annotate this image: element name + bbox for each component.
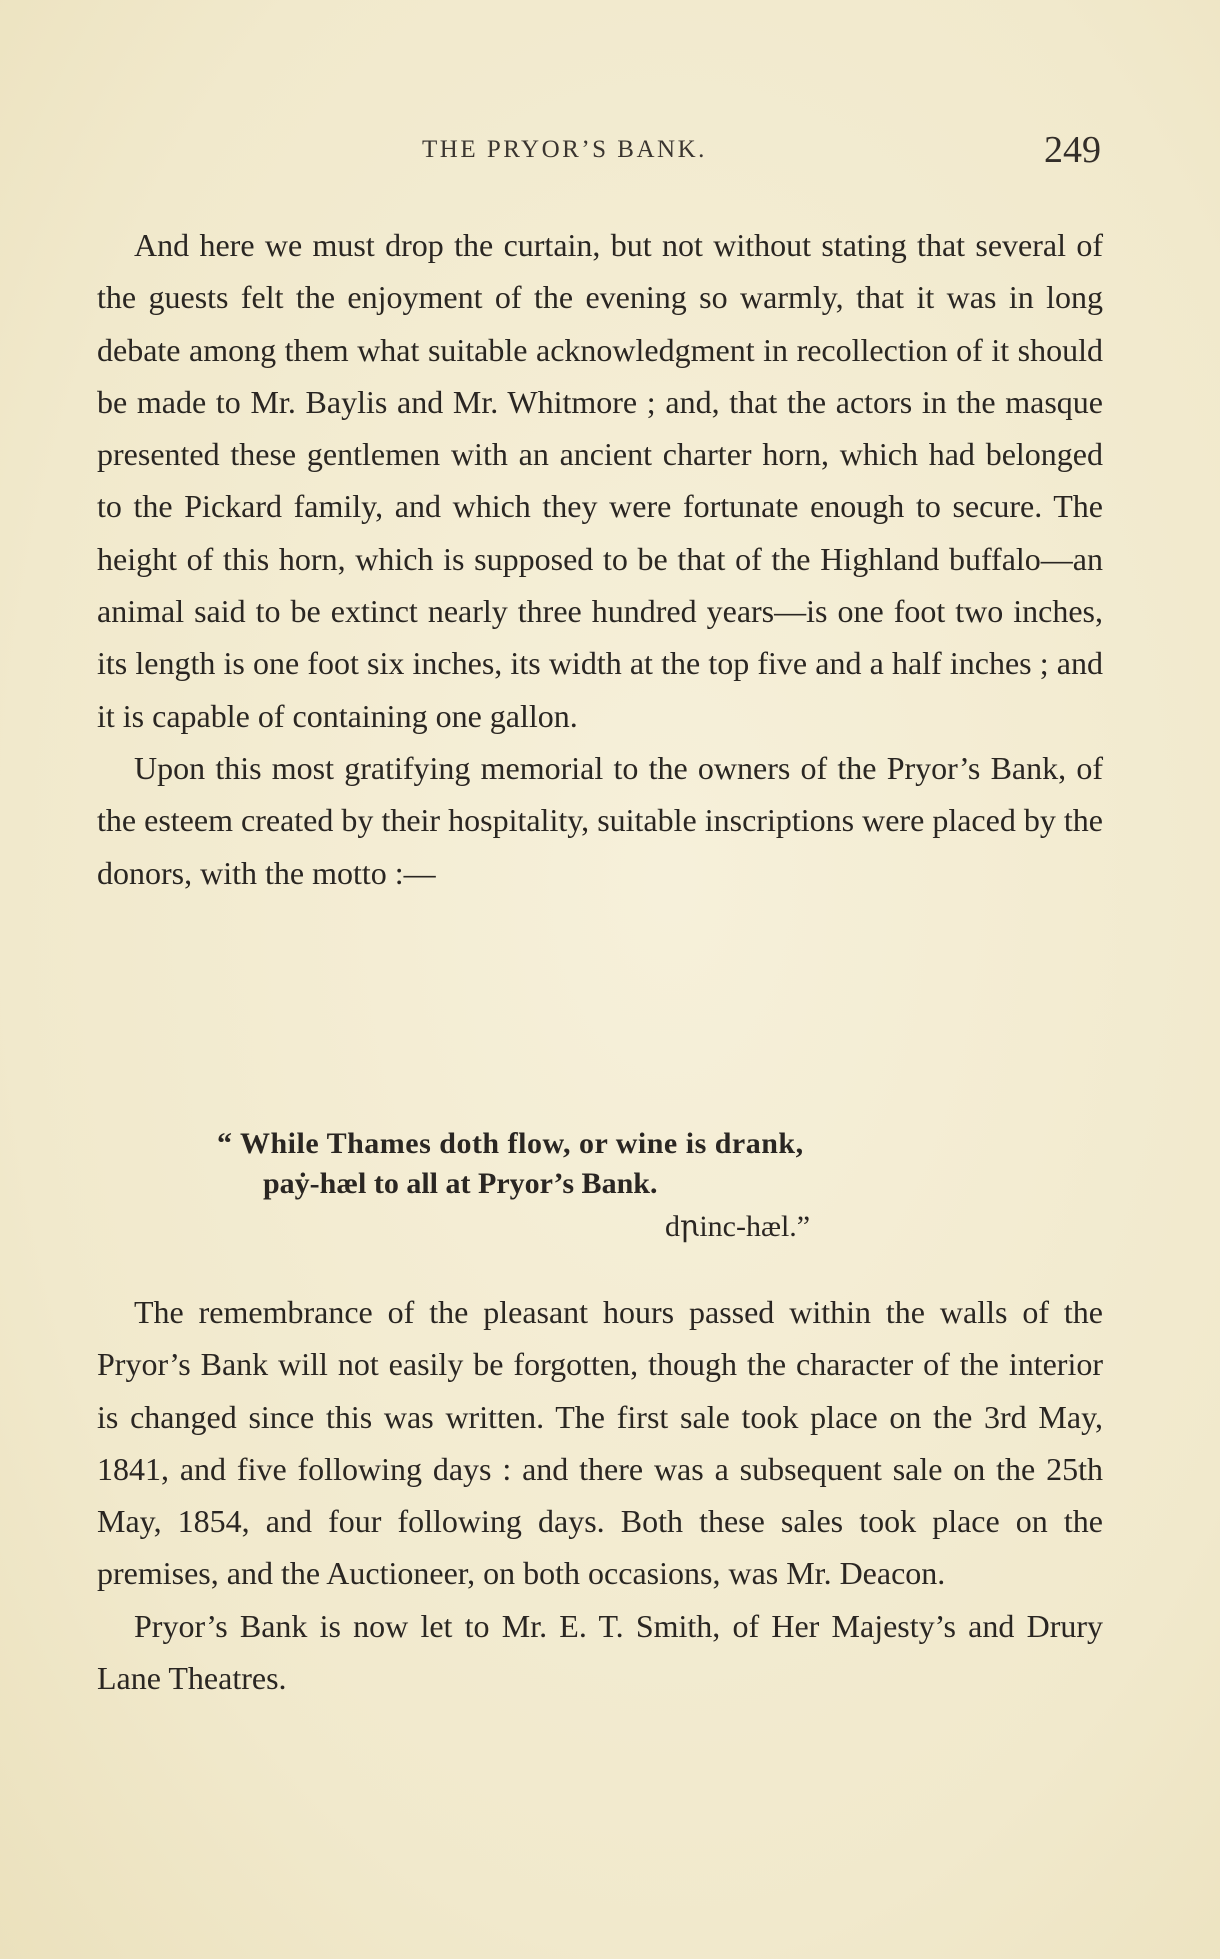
paragraph-remembrance: The remembrance of the pleasant hours passed within the walls of the Pryor’s Bank will not easily be forgotten, though the character of the interior is changed since this was written. The first sale took place on the 3rd May, 1841, and five following days : and there was a subsequent sale on the 25th May, 1854, and four following days. Both these sales took place on the premises, and the Auctioneer, on both occasions, was Mr. Deacon. <box>97 1294 1103 1592</box>
book-page <box>97 0 1103 1959</box>
paragraph-smith: Pryor’s Bank is now let to Mr. E. T. Smith, of Her Majesty’s and Drury Lane Theatres. <box>97 1607 1103 1697</box>
motto-line-2: paẏ-hæl to all at Pryor’s Bank. <box>263 1167 658 1200</box>
paragraph-memorial: Upon this most gratifying memorial to the owners of the Pryor’s Bank, of the esteem created by their hospitality, suitable inscriptions were placed by the donors, with the motto :— <box>97 749 1103 891</box>
motto-verse <box>217 1127 977 1247</box>
running-head <box>97 128 1103 178</box>
body-text-upper <box>97 219 1103 899</box>
motto-line-3: dꞃinc-hæl.” <box>665 1210 811 1243</box>
body-text-lower <box>97 1286 1103 1704</box>
running-head-title: THE PRYOR’S BANK. <box>422 136 707 163</box>
motto-line-1: “ While Thames doth flow, or wine is drank, <box>217 1127 804 1160</box>
page-number: 249 <box>1044 129 1101 171</box>
paragraph-curtain: And here we must drop the curtain, but not without stating that several of the guests felt the enjoyment of the evening so warmly, that it was in long debate among them what suitable acknowledgment in recollection of it should be made to Mr. Baylis and Mr. Whitmore ; and, that the actors in the masque presented these gentlemen with an ancient charter horn, which had belonged to the Pickard family, and which they were fortunate enough to secure. The height of this horn, which is supposed to be that of the Highland buffalo—an animal said to be extinct nearly three hundred years—is one foot two inches, its length is one foot six inches, its width at the top five and a half inches ; and it is capable of containing one gallon. <box>97 227 1103 734</box>
